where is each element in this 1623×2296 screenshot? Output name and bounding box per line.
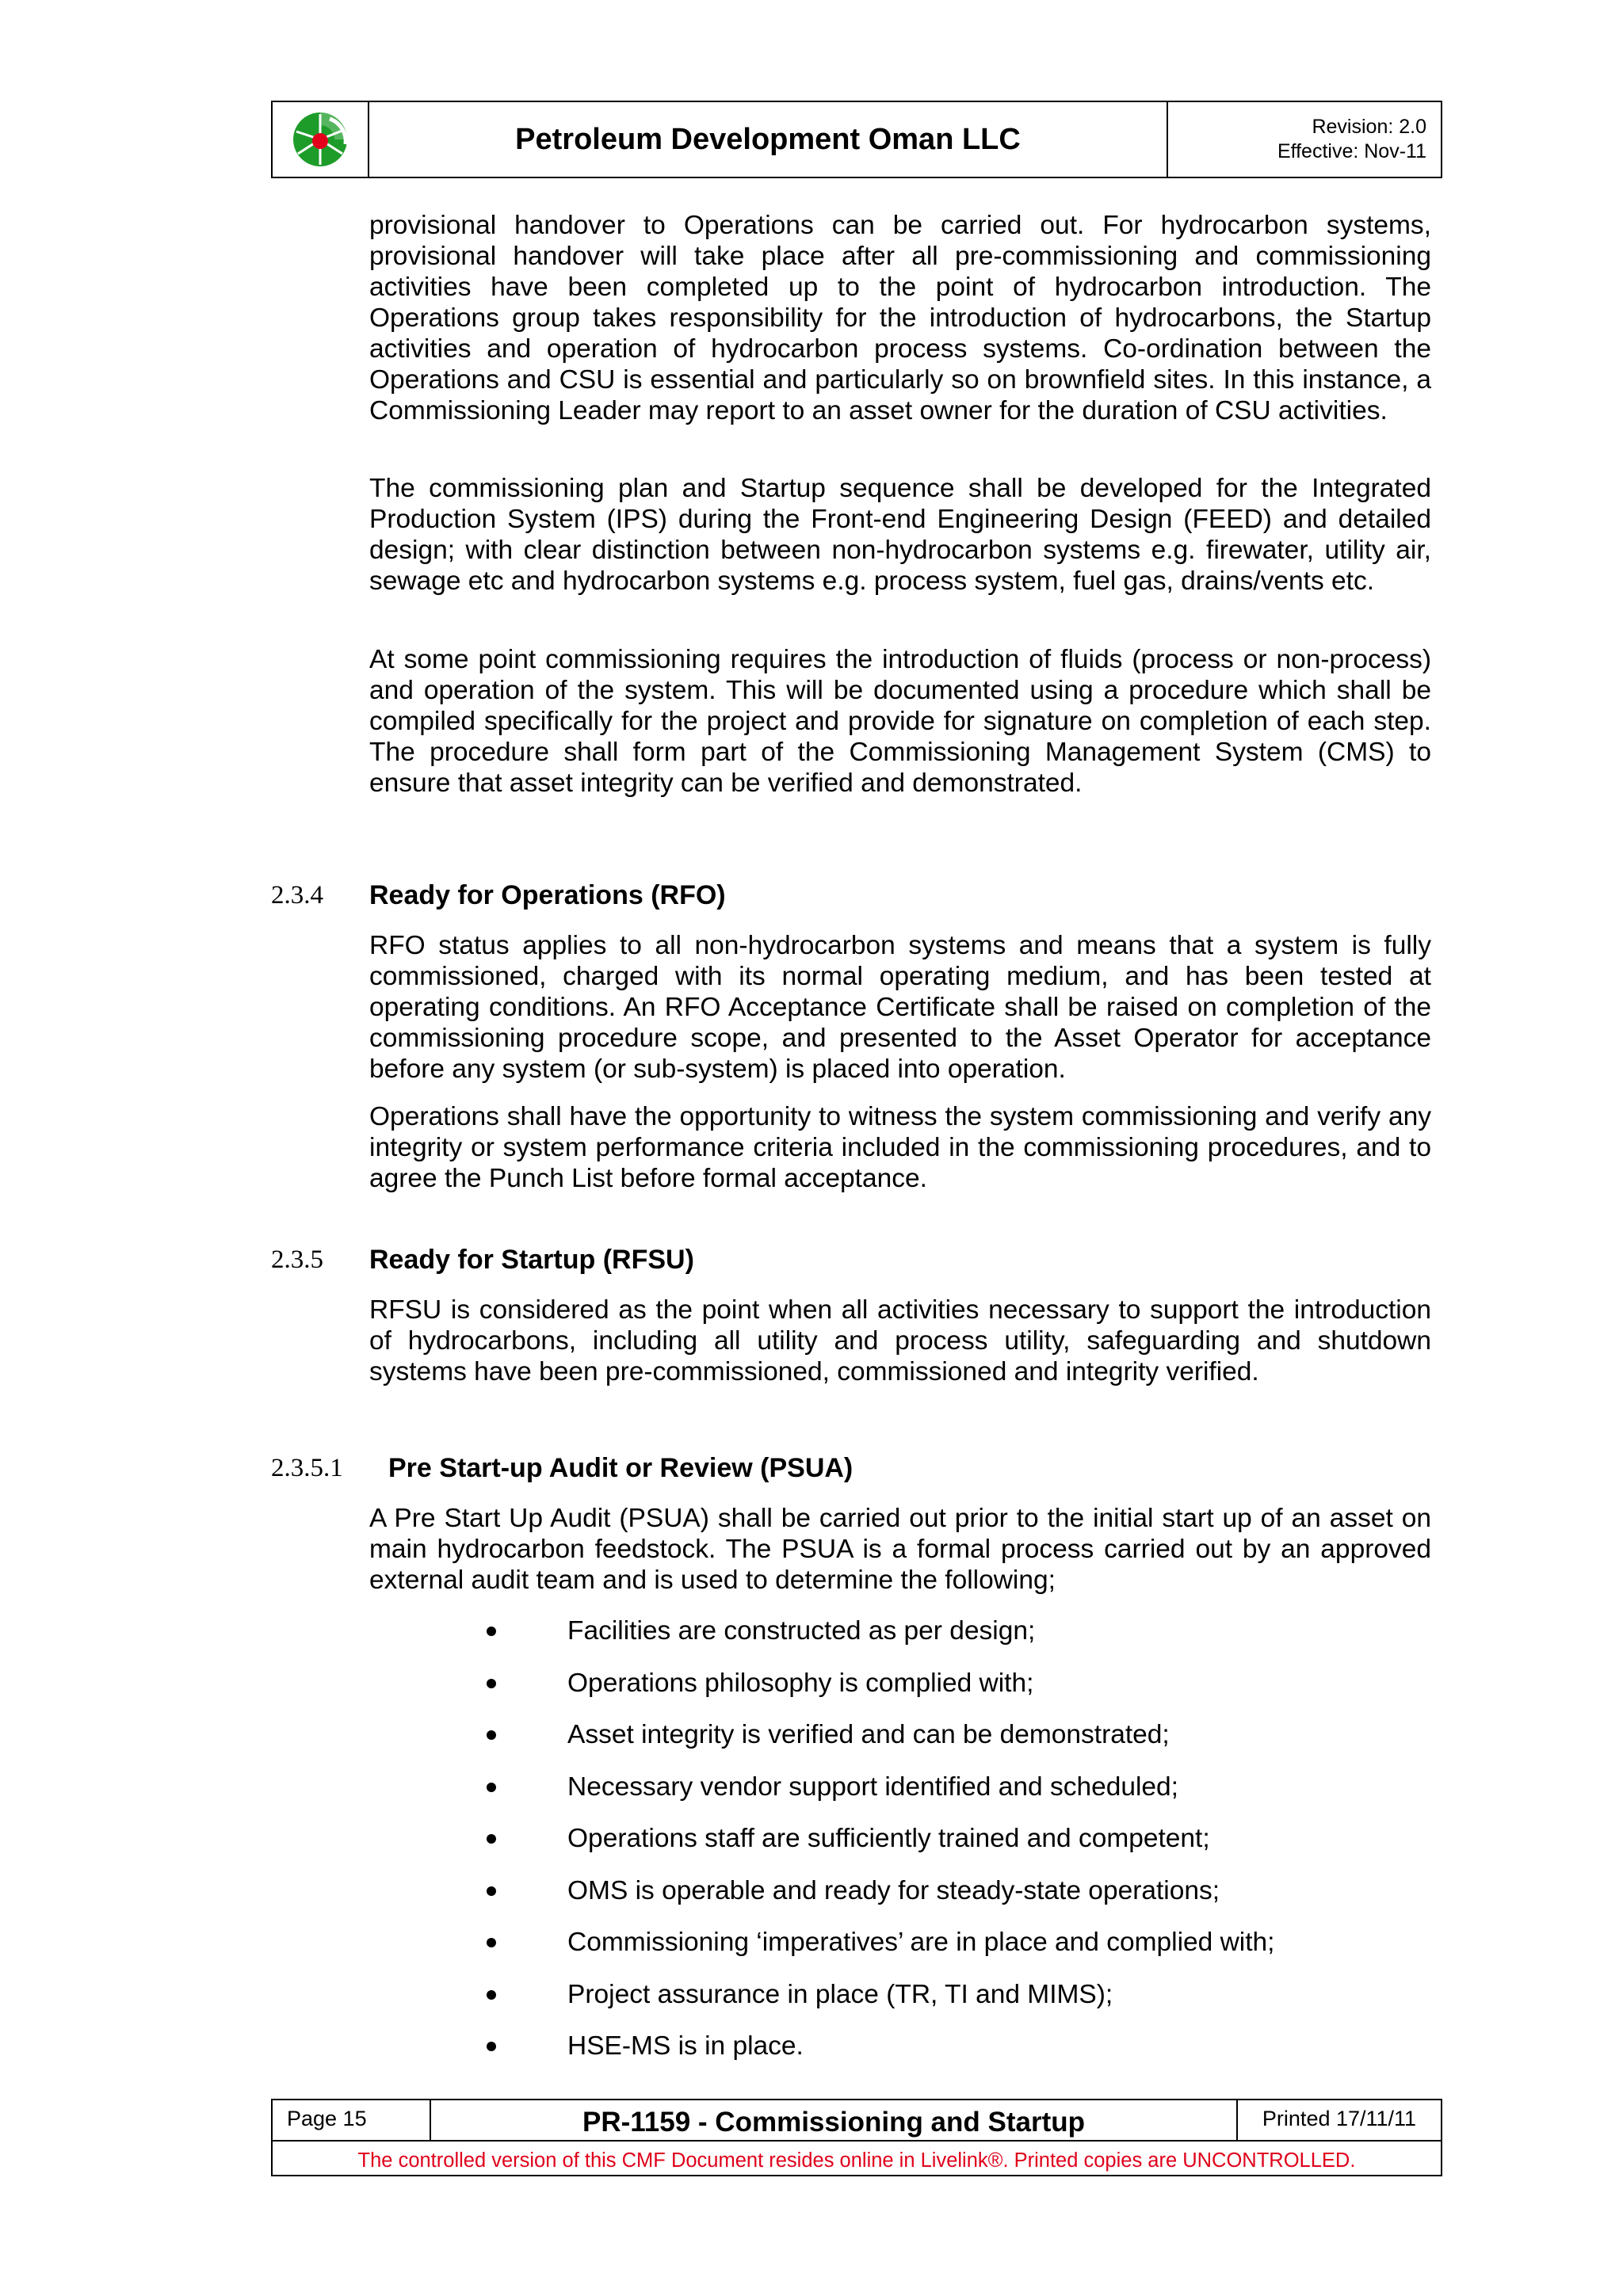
paragraph-rfo	[369, 930, 1431, 1085]
section-title: Ready for Startup (RFSU)	[369, 1245, 694, 1275]
printed-date: Printed 17/11/11	[1262, 2107, 1417, 2130]
paragraph-commissioning-plan	[369, 473, 1431, 597]
paragraph: Operations shall have the opportunity to witness the system commissioning and verify any integrity or system performance criteria included in the commissioning procedures, and to agree the Punch List before formal acceptance.	[369, 1102, 1431, 1193]
paragraph-operations	[369, 1101, 1431, 1194]
paragraph-intro	[369, 210, 1431, 426]
bullet-icon	[487, 1627, 496, 1636]
paragraph-rfsu	[369, 1295, 1431, 1387]
revision-info	[1168, 102, 1441, 177]
paragraph: The commissioning plan and Startup sequence shall be developed for the Integrated Production System (IPS) during the Front-end Engineering Design (FEED) and detailed design; with clear distinction between non-hydrocarbon systems e.g. firewater, utility air, sewage etc and hydrocarbon systems e.g. process system, fuel gas, drains/vents etc.	[369, 474, 1431, 596]
revision-label: Revision: 2.0	[1312, 116, 1426, 138]
paragraph-psua	[369, 1503, 1431, 1596]
bullet-icon	[487, 1990, 496, 2000]
company-name: Petroleum Development Oman LLC	[369, 102, 1168, 177]
bullet-icon	[487, 1730, 496, 1740]
paragraph: At some point commissioning requires the introduction of fluids (process or non-process) and operation of the system. This will be documented using a procedure which shall be compiled specifically for the project and provide for signature on completion of each step. The procedure shall form part of the Commissioning Management System (CMS) to ensure that asset integrity can be verified and demonstrated.	[369, 645, 1431, 798]
effective-date: Effective: Nov-11	[1277, 140, 1426, 162]
section-number: 2.3.4	[271, 881, 323, 910]
section-title: Ready for Operations (RFO)	[369, 880, 726, 910]
bullet-icon	[487, 1679, 496, 1688]
section-heading-2-3-4	[271, 879, 726, 911]
section-number: 2.3.5.1	[271, 1454, 343, 1482]
section-heading-2-3-5	[271, 1244, 694, 1276]
pdo-logo-icon	[288, 108, 352, 171]
page-footer	[271, 2099, 1442, 2176]
paragraph: A Pre Start Up Audit (PSUA) shall be carried out prior to the initial start up of an asset on main hydrocarbon feedstock. The PSUA is a formal process carried out by an approved external audit team and is used to determine the following;	[369, 1504, 1431, 1595]
page-number: Page 15	[273, 2100, 431, 2140]
paragraph: provisional handover to Operations can be carried out. For hydrocarbon systems, provisional handover will take place after all pre-commissioning and commissioning activities have been completed up to the point of hydrocarbon introduction. The Operations group takes responsibility for the introduction of hydrocarbons, the Startup activities and operation of hydrocarbon process systems. Co-ordination between the Operations and CSU is essential and particularly so on brownfield sites. In this instance, a Commissioning Leader may report to an asset owner for the duration of CSU activities.	[369, 211, 1431, 425]
paragraph: RFO status applies to all non-hydrocarbon systems and means that a system is fully commissioned, charged with its normal operating medium, and has been tested at operating conditions. An RFO Acceptance Certificate shall be raised on completion of the commissioning procedure scope, and presented to the Asset Operator for acceptance before any system (or sub-system) is placed into operation.	[369, 931, 1431, 1084]
bullet-icon	[487, 1886, 496, 1896]
company-logo	[273, 102, 369, 177]
paragraph-fluids	[369, 644, 1431, 799]
section-title: Pre Start-up Audit or Review (PSUA)	[388, 1453, 854, 1483]
bullet-icon	[487, 2042, 496, 2051]
bullet-icon	[487, 1783, 496, 1792]
bullet-icon	[487, 1938, 496, 1947]
uncontrolled-notice: The controlled version of this CMF Document resides online in Livelink®. Printed copies are UNCONTROLLED.	[357, 2149, 1356, 2172]
page-header	[271, 101, 1442, 178]
document-title: PR-1159 - Commissioning and Startup	[431, 2100, 1238, 2140]
section-heading-2-3-5-1	[271, 1452, 853, 1484]
paragraph: RFSU is considered as the point when all activities necessary to support the introduction of hydrocarbons, including all utility and process utility, safeguarding and shutdown systems have been pre-commissioned, commissioned and integrity verified.	[369, 1295, 1431, 1386]
bullet-icon	[487, 1834, 496, 1844]
section-number: 2.3.5	[271, 1245, 323, 1274]
